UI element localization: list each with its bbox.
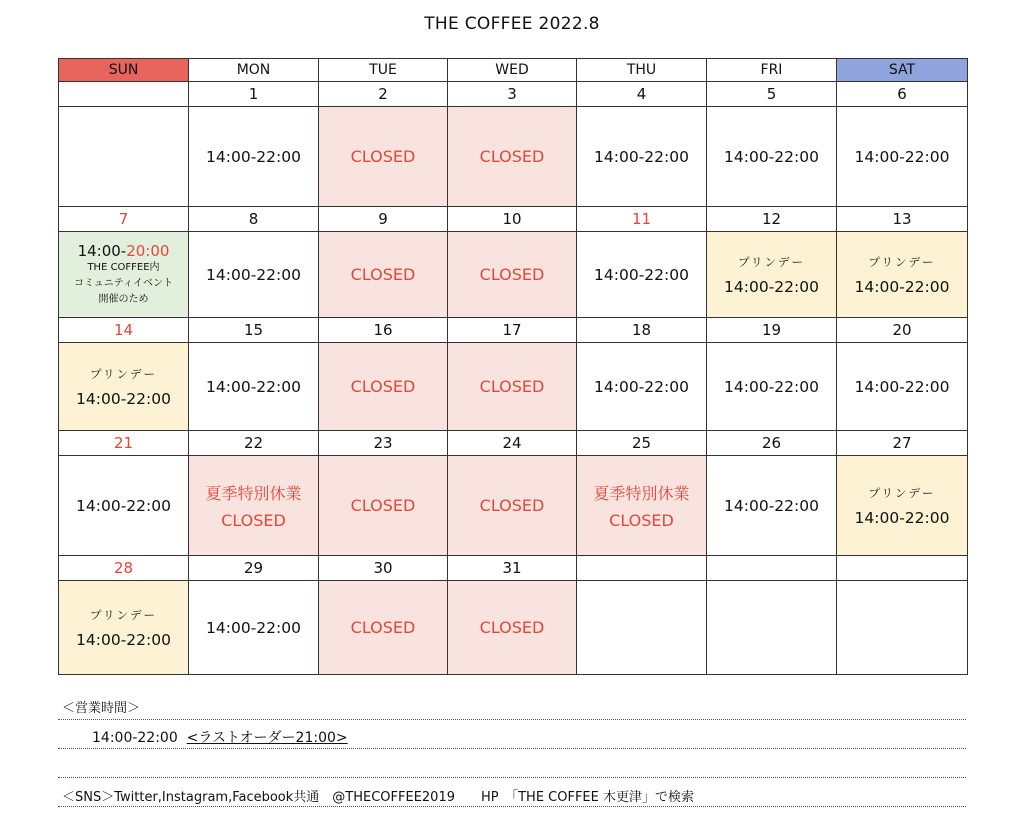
date-number: 13 — [837, 207, 968, 232]
date-number: 2 — [319, 82, 448, 107]
pudding-day-label: プリンデー — [868, 254, 936, 269]
closed-cell — [448, 343, 577, 431]
hours-text: 14:00-22:00 — [76, 630, 171, 649]
date-row — [59, 82, 968, 107]
last-order-text: <ラストオーダー21:00> — [186, 730, 348, 746]
date-row — [59, 207, 968, 232]
date-number: 12 — [707, 207, 837, 232]
hours-text: 14:00-22:00 — [854, 147, 950, 166]
open-hours-cell — [59, 456, 189, 556]
closed-text: CLOSED — [479, 265, 545, 284]
pudding-day-cell — [707, 232, 837, 318]
event-end-time: 20:00 — [126, 241, 170, 260]
closed-text: CLOSED — [350, 618, 416, 637]
weekday-fri: FRI — [707, 59, 837, 82]
pudding-day-label: プリンデー — [89, 366, 158, 381]
hours-text: 14:00-22:00 — [854, 508, 950, 527]
event-cell — [59, 232, 189, 318]
date-row — [59, 431, 968, 456]
calendar-table — [58, 58, 968, 675]
pudding-day-cell — [59, 581, 189, 675]
date-number — [59, 82, 189, 107]
dotted-divider — [58, 777, 966, 778]
hours-text: 14:00-22:00 — [92, 730, 178, 746]
holiday-label: 夏季特別休業 — [205, 484, 302, 503]
event-start-time: 14:00- — [77, 241, 127, 260]
date-number: 1 — [189, 82, 319, 107]
closed-text: CLOSED — [479, 496, 545, 515]
pudding-day-label: プリンデー — [89, 607, 158, 622]
schedule-row — [59, 456, 968, 556]
date-number: 10 — [448, 207, 577, 232]
hours-text: 14:00-22:00 — [724, 277, 819, 296]
open-hours-cell — [707, 343, 837, 431]
dotted-divider — [58, 748, 966, 749]
open-hours-cell — [189, 581, 319, 675]
hours-text: 14:00-22:00 — [724, 377, 819, 396]
hours-text: 14:00-22:00 — [76, 496, 171, 515]
date-number: 28 — [59, 556, 189, 581]
date-number: 5 — [707, 82, 837, 107]
empty-day-cell — [837, 581, 968, 675]
open-hours-cell — [707, 107, 837, 207]
dotted-divider — [58, 806, 966, 807]
date-number: 19 — [707, 318, 837, 343]
summer-holiday-cell — [189, 456, 319, 556]
date-row — [59, 556, 968, 581]
page-title: THE COFFEE 2022.8 — [424, 14, 600, 34]
open-hours-cell — [837, 343, 968, 431]
weekday-header-row — [59, 59, 968, 82]
hours-text: 14:00-22:00 — [594, 377, 689, 396]
closed-cell — [448, 456, 577, 556]
closed-cell — [319, 581, 448, 675]
closed-cell — [319, 343, 448, 431]
closed-cell — [319, 107, 448, 207]
hours-text: 14:00-22:00 — [206, 377, 301, 396]
event-note-line: コミュニティイベント — [74, 277, 173, 289]
open-hours-cell — [577, 343, 707, 431]
date-number: 15 — [189, 318, 319, 343]
hours-text: 14:00-22:00 — [724, 147, 819, 166]
closed-cell — [448, 107, 577, 207]
date-number: 29 — [189, 556, 319, 581]
date-number: 25 — [577, 431, 707, 456]
date-number: 6 — [837, 82, 968, 107]
date-number: 7 — [59, 207, 189, 232]
date-number: 18 — [577, 318, 707, 343]
hours-text: 14:00-22:00 — [206, 265, 301, 284]
pudding-day-cell — [837, 232, 968, 318]
closed-text: CLOSED — [479, 147, 545, 166]
pudding-day-cell — [59, 343, 189, 431]
hours-text: 14:00-22:00 — [854, 277, 950, 296]
weekday-sun: SUN — [59, 59, 189, 82]
sns-info: ＜SNS＞Twitter,Instagram,Facebook共通 @THECOFFEE2019 HP 「THE COFFEE 木更津」で検索 — [62, 790, 694, 805]
hours-text: 14:00-22:00 — [206, 147, 301, 166]
open-hours-cell — [707, 456, 837, 556]
empty-day-cell — [59, 107, 189, 207]
date-number: 9 — [319, 207, 448, 232]
schedule-row — [59, 107, 968, 207]
date-number: 22 — [189, 431, 319, 456]
schedule-row — [59, 232, 968, 318]
closed-text: CLOSED — [479, 618, 545, 637]
weekday-mon: MON — [189, 59, 319, 82]
date-number: 20 — [837, 318, 968, 343]
date-number — [707, 556, 837, 581]
closed-cell — [319, 232, 448, 318]
date-number: 4 — [577, 82, 707, 107]
hours-line — [92, 727, 348, 747]
closed-text: CLOSED — [350, 496, 416, 515]
dotted-divider — [58, 719, 966, 720]
date-number: 14 — [59, 318, 189, 343]
hours-text: 14:00-22:00 — [854, 377, 950, 396]
schedule-row — [59, 581, 968, 675]
open-hours-cell — [189, 343, 319, 431]
open-hours-cell — [189, 107, 319, 207]
date-number — [577, 556, 707, 581]
closed-cell — [448, 581, 577, 675]
date-number: 11 — [577, 207, 707, 232]
date-number: 23 — [319, 431, 448, 456]
hours-heading: ＜営業時間＞ — [62, 701, 141, 716]
hours-text: 14:00-22:00 — [594, 265, 689, 284]
empty-day-cell — [577, 581, 707, 675]
closed-text: CLOSED — [221, 511, 286, 530]
date-number: 30 — [319, 556, 448, 581]
date-number: 21 — [59, 431, 189, 456]
date-number: 3 — [448, 82, 577, 107]
closed-text: CLOSED — [479, 377, 545, 396]
event-note-line: THE COFFEE内 — [87, 261, 160, 273]
closed-cell — [448, 232, 577, 318]
event-note-line: 開催のため — [98, 293, 149, 305]
closed-text: CLOSED — [350, 147, 416, 166]
open-hours-cell — [837, 107, 968, 207]
weekday-tue: TUE — [319, 59, 448, 82]
open-hours-cell — [577, 232, 707, 318]
date-number: 26 — [707, 431, 837, 456]
open-hours-cell — [189, 232, 319, 318]
date-number: 27 — [837, 431, 968, 456]
open-hours-cell — [577, 107, 707, 207]
pudding-day-label: プリンデー — [737, 254, 806, 269]
event-hours — [59, 242, 188, 260]
summer-holiday-cell — [577, 456, 707, 556]
schedule-row — [59, 343, 968, 431]
weekday-sat: SAT — [837, 59, 968, 82]
pudding-day-label: プリンデー — [868, 485, 936, 500]
closed-text: CLOSED — [609, 511, 674, 530]
date-number: 17 — [448, 318, 577, 343]
empty-day-cell — [707, 581, 837, 675]
hours-text: 14:00-22:00 — [594, 147, 689, 166]
hours-text: 14:00-22:00 — [206, 618, 301, 637]
holiday-label: 夏季特別休業 — [593, 484, 690, 503]
hours-text: 14:00-22:00 — [724, 496, 819, 515]
closed-cell — [319, 456, 448, 556]
weekday-wed: WED — [448, 59, 577, 82]
hours-text: 14:00-22:00 — [76, 389, 171, 408]
pudding-day-cell — [837, 456, 968, 556]
date-number: 31 — [448, 556, 577, 581]
weekday-thu: THU — [577, 59, 707, 82]
date-number — [837, 556, 968, 581]
date-number: 24 — [448, 431, 577, 456]
date-number: 16 — [319, 318, 448, 343]
closed-text: CLOSED — [350, 265, 416, 284]
date-number: 8 — [189, 207, 319, 232]
date-row — [59, 318, 968, 343]
closed-text: CLOSED — [350, 377, 416, 396]
